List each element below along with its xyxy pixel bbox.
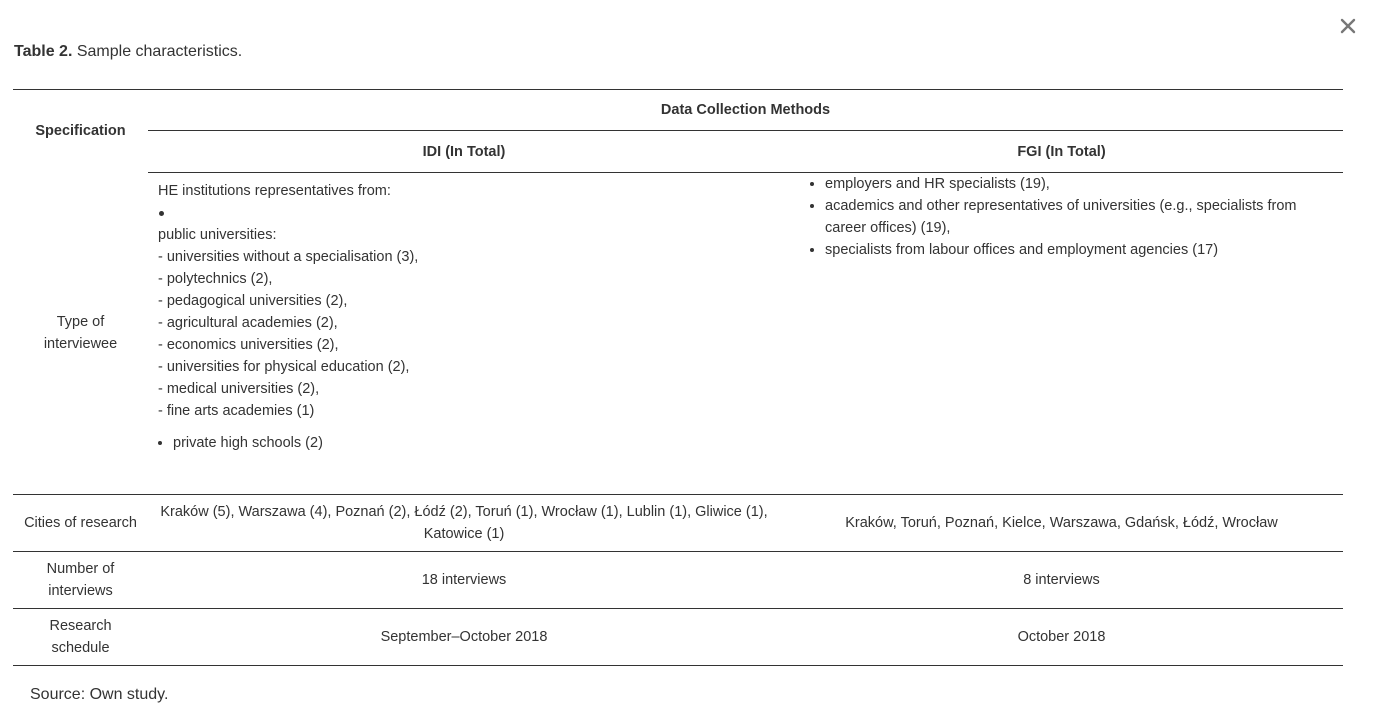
table-row <box>13 173 1343 495</box>
fgi-type-of-interviewee-cell <box>780 173 1343 495</box>
caption-label: Table 2. <box>14 43 73 60</box>
table-row <box>13 495 1343 552</box>
header-idi: IDI (In Total) <box>148 131 780 173</box>
idi-type-of-interviewee-cell <box>148 173 780 495</box>
header-data-collection-methods: Data Collection Methods <box>148 90 1343 131</box>
row-label-type-of-interviewee: Type of interviewee <box>13 173 148 495</box>
table-caption <box>14 43 242 61</box>
list-item: - medical universities (2), <box>158 381 320 397</box>
table-row <box>13 552 1343 609</box>
caption-text: Sample characteristics. <box>72 43 243 60</box>
idi-cities-cell: Kraków (5), Warszawa (4), Poznań (2), Łódź (2), Toruń (1), Wrocław (1), Lublin (1), Gliwice (1), Katowice (1) <box>148 495 780 552</box>
list-item: - polytechnics (2), <box>158 271 273 287</box>
table-row <box>13 609 1343 666</box>
idi-number-cell: 18 interviews <box>148 552 780 609</box>
header-specification: Specification <box>35 123 126 140</box>
list-item: - pedagogical universities (2), <box>158 293 348 309</box>
sample-characteristics-table-wrapper <box>13 89 1343 666</box>
list-item: • specialists from labour offices and employment agencies (17) <box>825 239 1323 261</box>
header-row-top <box>13 90 1343 131</box>
header-fgi: FGI (In Total) <box>780 131 1343 173</box>
list-item: - agricultural academies (2), <box>158 315 338 331</box>
fgi-interviewee-list <box>790 173 1323 261</box>
row-label-cities-of-research: Cities of research <box>13 495 148 552</box>
row-label-research-schedule: Research schedule <box>49 618 112 656</box>
idi-schedule-cell: September–October 2018 <box>380 629 548 645</box>
list-item: - universities without a specialisation (3), <box>158 249 419 265</box>
header-row-sub <box>13 131 1343 173</box>
fgi-schedule-cell: October 2018 <box>1017 629 1106 645</box>
bullet-marker <box>158 202 780 224</box>
idi-intro: HE institutions representatives from: <box>158 183 391 199</box>
table-source-note: Source: Own study. <box>30 686 169 703</box>
close-button[interactable] <box>1336 14 1360 38</box>
idi-public-heading: public universities: <box>158 227 277 243</box>
fgi-number-cell: 8 interviews <box>780 552 1343 609</box>
list-item: - universities for physical education (2), <box>158 359 410 375</box>
close-icon <box>1340 18 1356 34</box>
idi-private-list <box>158 432 780 454</box>
list-item: - economics universities (2), <box>158 337 339 353</box>
sample-characteristics-table <box>13 89 1343 666</box>
list-item: • academics and other representatives of universities (e.g., specialists from career offices) (19), <box>825 195 1323 239</box>
list-item: - fine arts academies (1) <box>158 403 315 419</box>
bullet-dot-icon <box>159 211 164 216</box>
fgi-cities-cell: Kraków, Toruń, Poznań, Kielce, Warszawa, Gdańsk, Łódź, Wrocław <box>780 495 1343 552</box>
list-item: • employers and HR specialists (19), <box>825 173 1323 195</box>
list-item: • private high schools (2) <box>173 432 780 454</box>
row-label-number-of-interviews: Number of interviews <box>13 552 148 609</box>
